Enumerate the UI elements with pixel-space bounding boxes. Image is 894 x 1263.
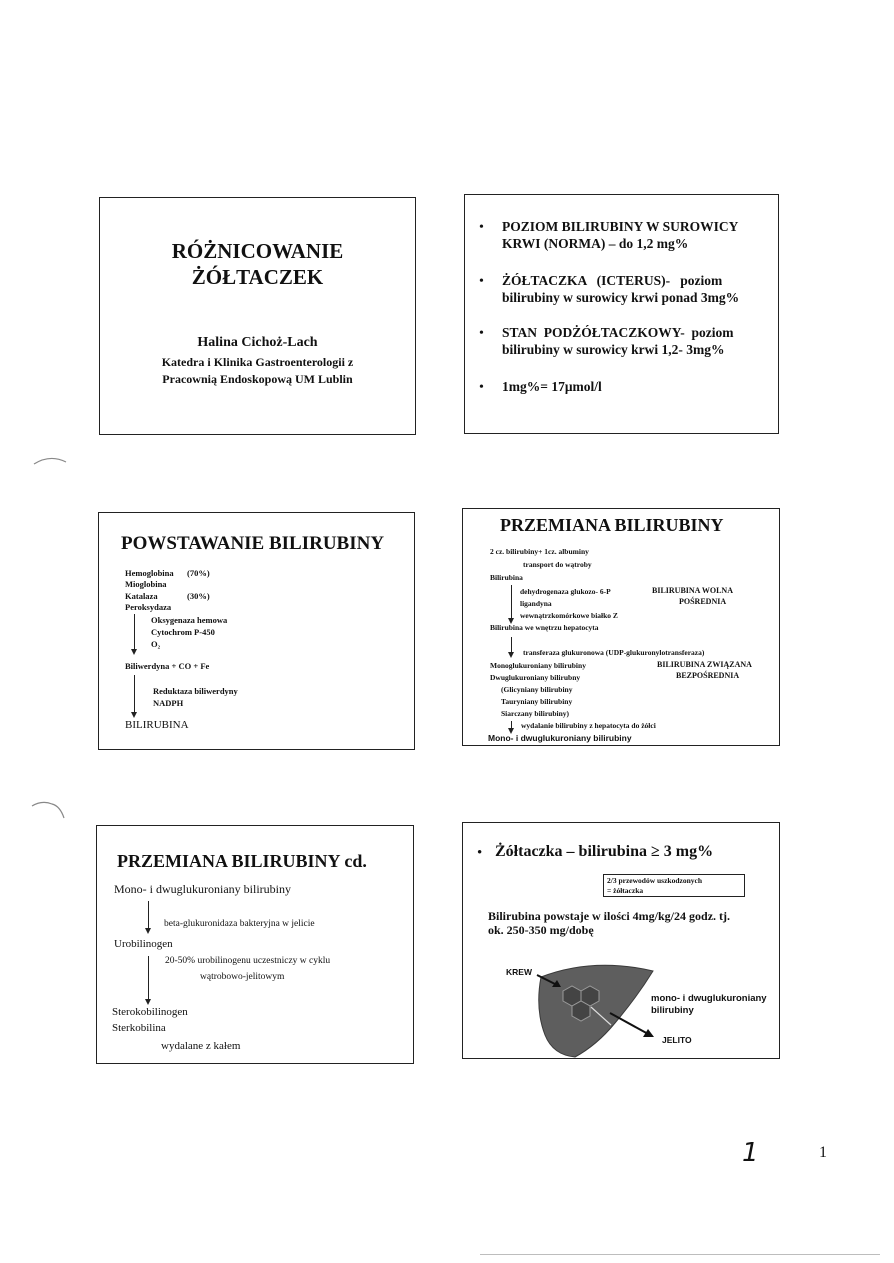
arrow-down-icon xyxy=(134,614,135,650)
slide2-bullet2-line1: ŻÓŁTACZKA (ICTERUS)- poziom xyxy=(502,273,723,288)
bullet-dot-icon: • xyxy=(479,380,484,395)
page-bottom-line xyxy=(480,1254,880,1255)
slide6-label-mono2: bilirubiny xyxy=(651,1005,694,1016)
arrow-down-icon xyxy=(511,637,512,653)
slide-jaundice-liver xyxy=(462,822,780,1059)
slide5-line2: beta-glukuronidaza bakteryjna w jelicie xyxy=(164,919,315,929)
slide1-title-line1: RÓŻNICOWANIE xyxy=(171,239,344,263)
slide4-line7: Bilirubina we wnętrzu hepatocyta xyxy=(490,623,599,632)
handwritten-number: 1 xyxy=(742,1138,759,1168)
slide4-line13: Siarczany bilirubiny) xyxy=(501,709,569,718)
slide1-affiliation-line1: Katedra i Klinika Gastroenterologii z xyxy=(161,355,354,369)
slide5-line8: wydalane z kałem xyxy=(161,1040,241,1052)
slide5-line4: 20-50% urobilinogenu uczestniczy w cyklu xyxy=(165,956,331,966)
slide5-line1: Mono- i dwuglukuroniany bilirubiny xyxy=(114,882,291,896)
slide3-enzyme2: Cytochrom P-450 xyxy=(151,627,215,637)
slide3-enzyme4: Reduktaza biliwerdyny xyxy=(153,686,238,696)
arrowhead-icon xyxy=(131,649,137,655)
slide4-label-free2: POŚREDNIA xyxy=(679,597,727,606)
slide3-item1: Hemoglobina xyxy=(125,568,174,578)
slide5-line6: Sterokobilinogen xyxy=(112,1006,188,1018)
slide3-item4: Peroksydaza xyxy=(125,602,172,612)
slide6-text-line1: Bilirubina powstaje w ilości 4mg/kg/24 godz. tj. xyxy=(488,909,731,923)
slide4-title: PRZEMIANA BILIRUBINY xyxy=(500,515,724,535)
slide4-line8: transferaza glukuronowa (UDP-glukuronylotransferaza) xyxy=(523,648,705,657)
slide4-line15: Mono- i dwuglukuroniany bilirubiny xyxy=(488,733,632,743)
slide4-line4: dehydrogenaza glukozo- 6-P xyxy=(520,587,611,596)
page-number: 1 xyxy=(819,1144,827,1161)
slide2-bullet3-line2: bilirubiny w surowicy krwi 1,2- 3mg% xyxy=(502,342,725,357)
slide3-product2: BILIRUBINA xyxy=(125,719,189,731)
slide2-bullet1-line1: POZIOM BILIRUBINY W SUROWICY xyxy=(502,219,739,234)
slide6-box-line2: = żółtaczka xyxy=(607,886,644,895)
slide-title xyxy=(99,197,416,435)
slide5-line7: Sterkobilina xyxy=(112,1022,166,1034)
slide4-line14: wydalanie bilirubiny z hepatocyta do żółci xyxy=(521,721,656,730)
slide2-bullet1-line2: KRWI (NORMA) – do 1,2 mg% xyxy=(502,236,689,251)
slide1-affiliation-line2: Pracownią Endoskopową UM Lublin xyxy=(162,372,353,386)
scan-mark-2 xyxy=(28,798,68,828)
slide6-label-krew: KREW xyxy=(506,967,532,977)
slide4-line6: wewnątrzkomórkowe białko Z xyxy=(520,611,618,620)
arrowhead-icon xyxy=(145,999,151,1005)
slide5-title: PRZEMIANA BILIRUBINY cd. xyxy=(117,851,367,871)
slide4-line10: Dwuglukuroniany bilirubny xyxy=(490,673,581,682)
slide3-item3-pct: (30%) xyxy=(187,591,210,601)
slide4-label-bound1: BILIRUBINA ZWIĄZANA xyxy=(657,660,752,669)
slide3-enzyme1: Oksygenaza hemowa xyxy=(151,615,228,625)
bullet-dot-icon: • xyxy=(477,845,483,861)
slide4-line11: (Glicyniany bilirubiny xyxy=(501,685,573,694)
slide2-bullet4: 1mg%= 17μmol/l xyxy=(502,379,602,394)
bullet-dot-icon: • xyxy=(479,274,484,289)
slide4-line1: 2 cz. bilirubiny+ 1cz. albuminy xyxy=(490,547,589,556)
slide4-label-bound2: BEZPOŚREDNIA xyxy=(676,671,740,680)
slide3-item3: Katalaza xyxy=(125,591,158,601)
slide-bilirubin-transformation-cont xyxy=(96,825,414,1064)
slide5-line5: wątrobowo-jelitowym xyxy=(200,972,285,982)
slide3-enzyme3: O₂ xyxy=(151,639,161,649)
arrow-down-icon xyxy=(148,956,149,1000)
bullet-dot-icon: • xyxy=(479,220,484,235)
slide6-text-line2: ok. 250-350 mg/dobę xyxy=(488,923,594,937)
slide1-title-line2: ŻÓŁTACZEK xyxy=(191,265,324,289)
slide4-line9: Monoglukuroniany bilirubiny xyxy=(490,661,586,670)
arrow-down-icon xyxy=(134,675,135,713)
slide3-title: POWSTAWANIE BILIRUBINY xyxy=(121,533,385,554)
slide3-enzyme5: NADPH xyxy=(153,698,184,708)
slide6-label-mono1: mono- i dwuglukuroniany xyxy=(651,993,767,1004)
bullet-dot-icon: • xyxy=(479,326,484,341)
slide4-label-free1: BILIRUBINA WOLNA xyxy=(652,586,733,595)
slide4-line12: Tauryniany bilirubiny xyxy=(501,697,573,706)
slide2-bullet2-line2: bilirubiny w surowicy krwi ponad 3mg% xyxy=(502,290,740,305)
slide4-line2: transport do wątroby xyxy=(523,560,592,569)
arrow-down-icon xyxy=(511,585,512,619)
slide5-line3: Urobilinogen xyxy=(114,938,173,950)
slide3-item2: Mioglobina xyxy=(125,579,167,589)
slide6-box-line1: 2/3 przewodów uszkodzonych xyxy=(607,876,703,885)
slide-bilirubin-formation xyxy=(98,512,415,750)
slide6-bullet: Żółtaczka – bilirubina ≥ 3 mg% xyxy=(495,843,714,860)
slide-bilirubin-levels xyxy=(464,194,779,434)
slide4-line5: ligandyna xyxy=(520,599,552,608)
arrow-down-icon xyxy=(148,901,149,929)
slide2-bullet3-line1: STAN PODŻÓŁTACZKOWY- poziom xyxy=(502,325,734,340)
slide3-item1-pct: (70%) xyxy=(187,568,210,578)
slide4-line3: Bilirubina xyxy=(490,573,523,582)
slide-bilirubin-transformation xyxy=(462,508,780,746)
arrowhead-icon xyxy=(508,652,514,658)
slide1-author: Halina Cichoż-Lach xyxy=(197,335,318,350)
scan-mark-1 xyxy=(30,452,70,482)
slide3-product1: Biliwerdyna + CO + Fe xyxy=(125,661,210,671)
arrowhead-icon xyxy=(145,928,151,934)
arrowhead-icon xyxy=(131,712,137,718)
slide6-label-jelito: JELITO xyxy=(662,1035,692,1045)
arrow-krew-icon xyxy=(535,973,565,991)
